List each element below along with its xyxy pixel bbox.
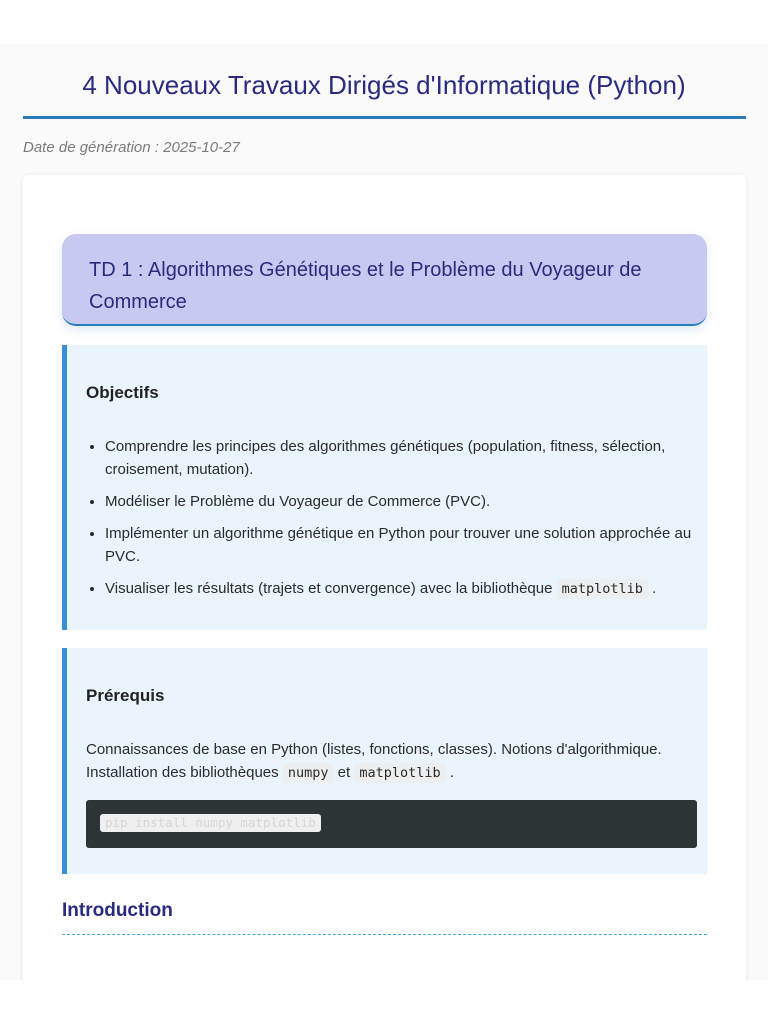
section-divider xyxy=(62,934,707,935)
objectifs-list xyxy=(86,435,710,610)
generation-date: Date de génération : 2025-10-27 xyxy=(23,139,240,156)
prerequis-text-part: Connaissances de base en Python (listes, fonctions, classes). Notions d'algorithmique. Installation des bibliothèques xyxy=(86,741,662,781)
inline-code: matplotlib xyxy=(557,579,648,599)
section-heading-introduction: Introduction xyxy=(62,900,173,921)
objectifs-box xyxy=(62,345,707,630)
list-item: • Modéliser le Problème du Voyageur de Commerce (PVC). xyxy=(105,490,710,513)
objectifs-title: Objectifs xyxy=(86,383,159,402)
list-item xyxy=(105,577,710,601)
list-item-text: Visualiser les résultats (trajets et convergence) avec la bibliothèque xyxy=(105,580,553,597)
prerequis-box xyxy=(62,648,707,874)
document-title: 4 Nouveaux Travaux Dirigés d'Informatique (Python) xyxy=(82,70,686,100)
td1-header: TD 1 : Algorithmes Génétiques et le Problème du Voyageur de Commerce xyxy=(62,234,707,326)
list-item: • Comprendre les principes des algorithmes génétiques (population, fitness, sélection, croisement, mutation). xyxy=(105,435,710,481)
inline-code-matplotlib: matplotlib xyxy=(354,763,445,783)
inline-code-numpy: numpy xyxy=(283,763,334,783)
list-item: • Implémenter un algorithme génétique en Python pour trouver une solution approchée au PVC. xyxy=(105,522,710,568)
install-command[interactable]: pip install numpy matplotlib xyxy=(100,814,321,832)
prerequis-text-part: et xyxy=(337,764,351,781)
page-bottom-margin xyxy=(0,980,768,1024)
title-underline xyxy=(23,116,746,119)
list-item-punctuation: . xyxy=(652,580,657,597)
code-block xyxy=(86,800,697,848)
prerequis-title: Prérequis xyxy=(86,686,165,705)
prerequis-text xyxy=(86,738,696,785)
prerequis-text-part: . xyxy=(449,764,454,781)
